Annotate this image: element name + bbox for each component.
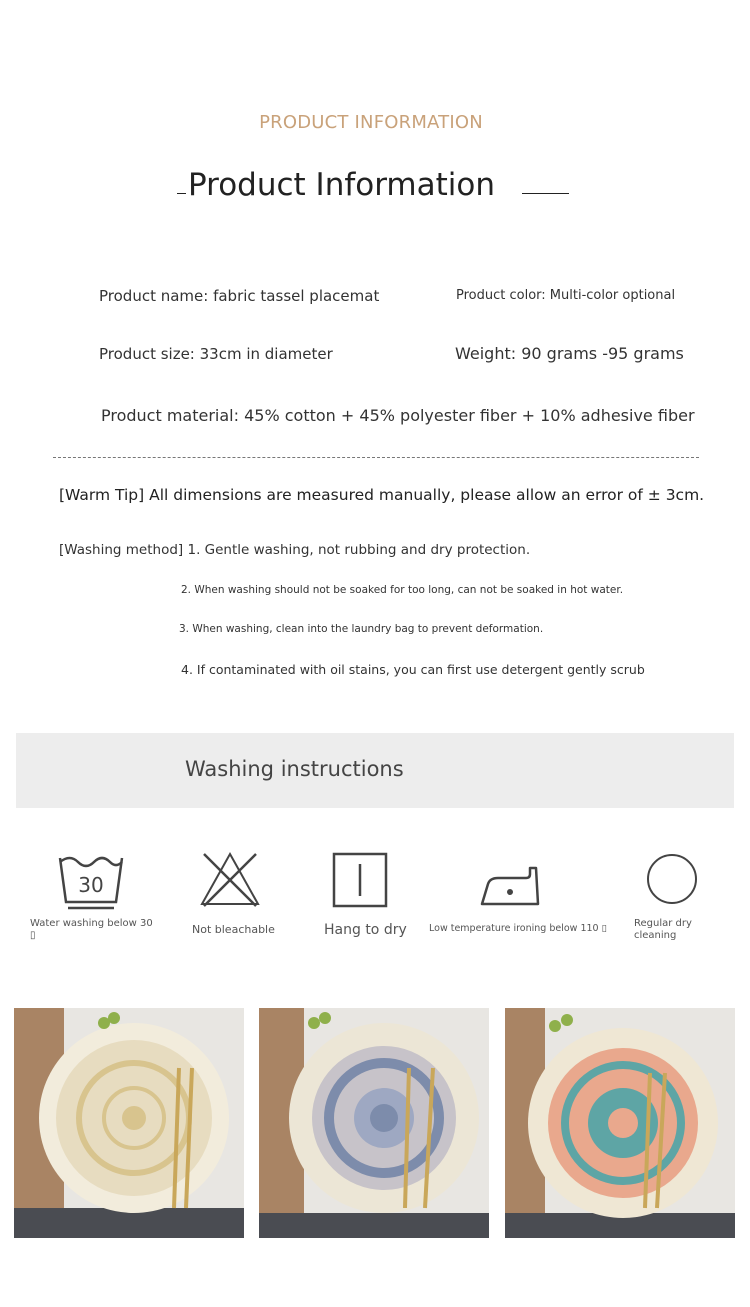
no-bleach-icon	[198, 850, 268, 920]
title-dash-right	[522, 193, 569, 194]
wash-temp-glyph: 30	[78, 873, 104, 897]
wash-30-label: Water washing below 30 ▯	[30, 918, 153, 941]
wash-30-icon	[56, 850, 126, 920]
washing-method-4: 4. If contaminated with oil stains, you can first use detergent gently scrub	[181, 662, 645, 677]
warm-tip: [Warm Tip] All dimensions are measured manually, please allow an error of ± 3cm.	[59, 486, 705, 504]
washing-method-1: [Washing method] 1. Gentle washing, not rubbing and dry protection.	[59, 542, 531, 558]
page-title: Product Information	[188, 167, 496, 203]
product-size: Product size: 33cm in diameter	[99, 345, 333, 363]
dry-clean-label: Regular dry cleaning	[634, 918, 692, 941]
product-weight: Weight: 90 grams -95 grams	[455, 344, 684, 363]
hang-dry-icon	[332, 852, 402, 922]
divider	[53, 457, 699, 458]
section-eyebrow: PRODUCT INFORMATION	[259, 112, 483, 133]
hang-dry-label: Hang to dry	[324, 922, 407, 938]
washing-method-2: 2. When washing should not be soaked for too long, can not be soaked in hot water.	[181, 584, 624, 596]
title-dash-left	[177, 193, 186, 194]
washing-method-3: 3. When washing, clean into the laundry bag to prevent deformation.	[179, 623, 544, 635]
product-photo-coral	[505, 1008, 735, 1238]
product-photo-blue	[259, 1008, 489, 1238]
product-color: Product color: Multi-color optional	[456, 288, 676, 303]
dry-clean-icon	[645, 852, 715, 922]
no-bleach-label: Not bleachable	[192, 923, 275, 936]
product-name: Product name: fabric tassel placemat	[99, 287, 380, 305]
washing-instructions-title: Washing instructions	[185, 757, 404, 781]
product-material: Product material: 45% cotton + 45% polyester fiber + 10% adhesive fiber	[101, 406, 695, 425]
product-photo-cream	[14, 1008, 244, 1238]
iron-low-label: Low temperature ironing below 110 ▯	[429, 923, 607, 934]
